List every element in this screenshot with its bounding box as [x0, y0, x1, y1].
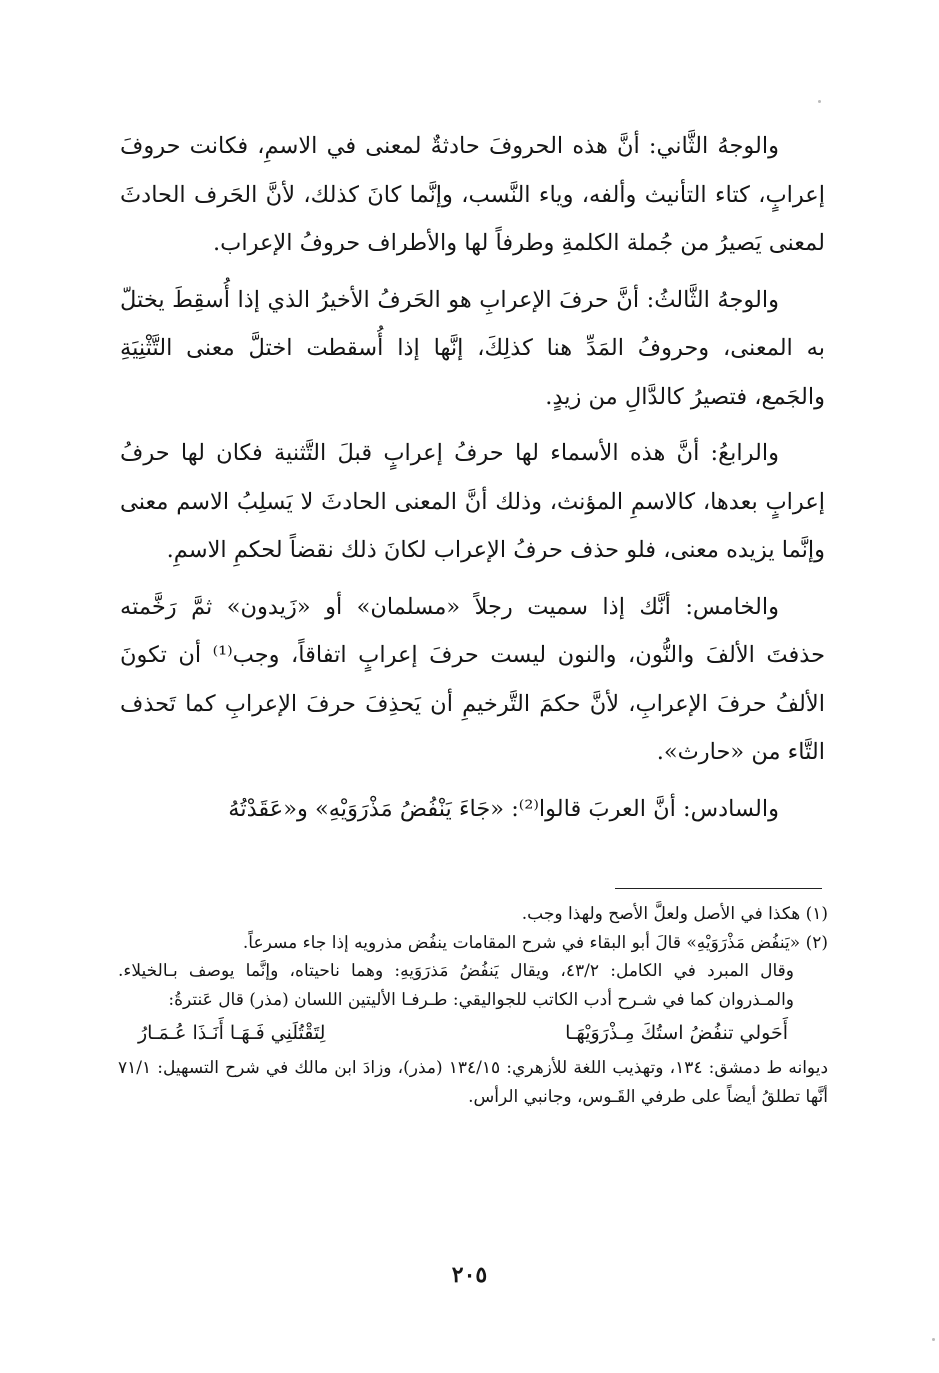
paragraph-second-aspect: والوجهُ الثَّاني: أنَّ هذه الحروفَ حادثةٌ لمعنى في الاسمِ، فكانت حروفَ إعرابٍ، كتاء التأنيث وألفه، وياء النَّسب، وإنَّما كانَ كذلك، لأنَّ الحَرف الحادثَ لمعنى يَصيرُ من جُملة الكلمةِ وطرفاً لها والأطراف حروفُ الإعراب. — [120, 133, 825, 256]
paragraph-third-aspect: والوجهُ الثَّالثُ: أنَّ حرفَ الإعرابِ هو الحَرفُ الأخيرُ الذي إذا أُسقِطَ يختلّ به المعنى، وحروفُ المَدِّ هنا كذلِكَ، إنَّها إذا أُسقطت اختلَّ معنى التَّثْنِيَةِ والجَمع، فتصيرُ كالدَّالِ من زيدٍ. — [120, 286, 825, 410]
scan-speck — [932, 1338, 935, 1341]
footnote-divider — [615, 888, 822, 889]
scan-speck — [818, 100, 821, 103]
footnote-1: (١) هكذا في الأصل ولعلَّ الأصح ولهذا وجب. — [521, 904, 828, 924]
footnote-2-source: ديوانه ط دمشق: ١٣٤، وتهذيب اللغة للأزهري: ١٣٤/١٥ (مذر)، وزادَ ابن مالك في شرح التسهيل: ٧١/١ أنَّها تطلقُ أيضاً على طرفي القَـوس، وجانبي الرأس. — [118, 1058, 829, 1107]
paragraph-fourth: والرابعُ: أنَّ هذه الأسماء لها حرفُ إعرابٍ قبلَ التَّثنية فكان لها حرفُ إعرابٍ بعدها، كالاسمِ المؤنث، وذلك أنَّ المعنى الحادثَ لا يَسلِبُ الاسم معنى وإنَّما يزيده معنى، فلو حذف حرفُ الإعراب لكانَ ذلك نقضاً لحكمِ الاسمِ. — [120, 440, 825, 563]
verse-first-hemistich: أَحَولي تنفُضُ استُكَ مِـذْرَوَيْهَـا — [565, 1022, 788, 1044]
paragraph-fifth: والخامس: أنَّك إذا سميت رجلاً «مسلمان» أو «زَيدون» ثمَّ رَخَّمته حذفتَ الألفَ والنُّون، والنون ليست حرفَ إعرابٍ اتفاقاً، وجب⁽¹⁾ أن تكونَ الألفُ حرفَ الإعرابِ، لأنَّ حكمَ التَّرخيمِ أن يَحذِفَ حرفَ الإعرابِ كما تَحذف التَّاء من «حارث». — [120, 593, 825, 765]
poetry-verse — [118, 1014, 828, 1054]
paragraph-sixth: والسادس: أنَّ العربَ قالوا⁽²⁾: «جَاءَ يَنْفُضُ مَذْرَوَيْهِ» و«عَقَدْتُهُ — [228, 795, 779, 822]
page-number: ٢٠٥ — [451, 1262, 488, 1288]
main-text — [120, 122, 825, 833]
verse-second-hemistich: لِتَقْتُلَنِي فَـهَـا أَنَـذَا عُـمَـارُ — [138, 1022, 326, 1044]
footnote-2: (٢) «يَنفُض مَذْرَوَيْهِ» قالَ أبو البقاء في شرح المقامات ينفُض مذرويه إذا جاء مسرعاً. — [242, 932, 828, 953]
footnotes — [118, 900, 828, 1111]
footnote-2-continuation: وقال المبرد في الكامل: ٤٣/٢، ويقال يَنفُضُ مَذرَوَيهِ: وهما ناحيتاه، وإنَّما يوصف بـالخيلاء. والمـذروان كما في شـرح أدب الكاتب للجواليقي: طـرفـا الأليتين اللسان (مذر) قال عَنترةُ: — [118, 961, 794, 1010]
